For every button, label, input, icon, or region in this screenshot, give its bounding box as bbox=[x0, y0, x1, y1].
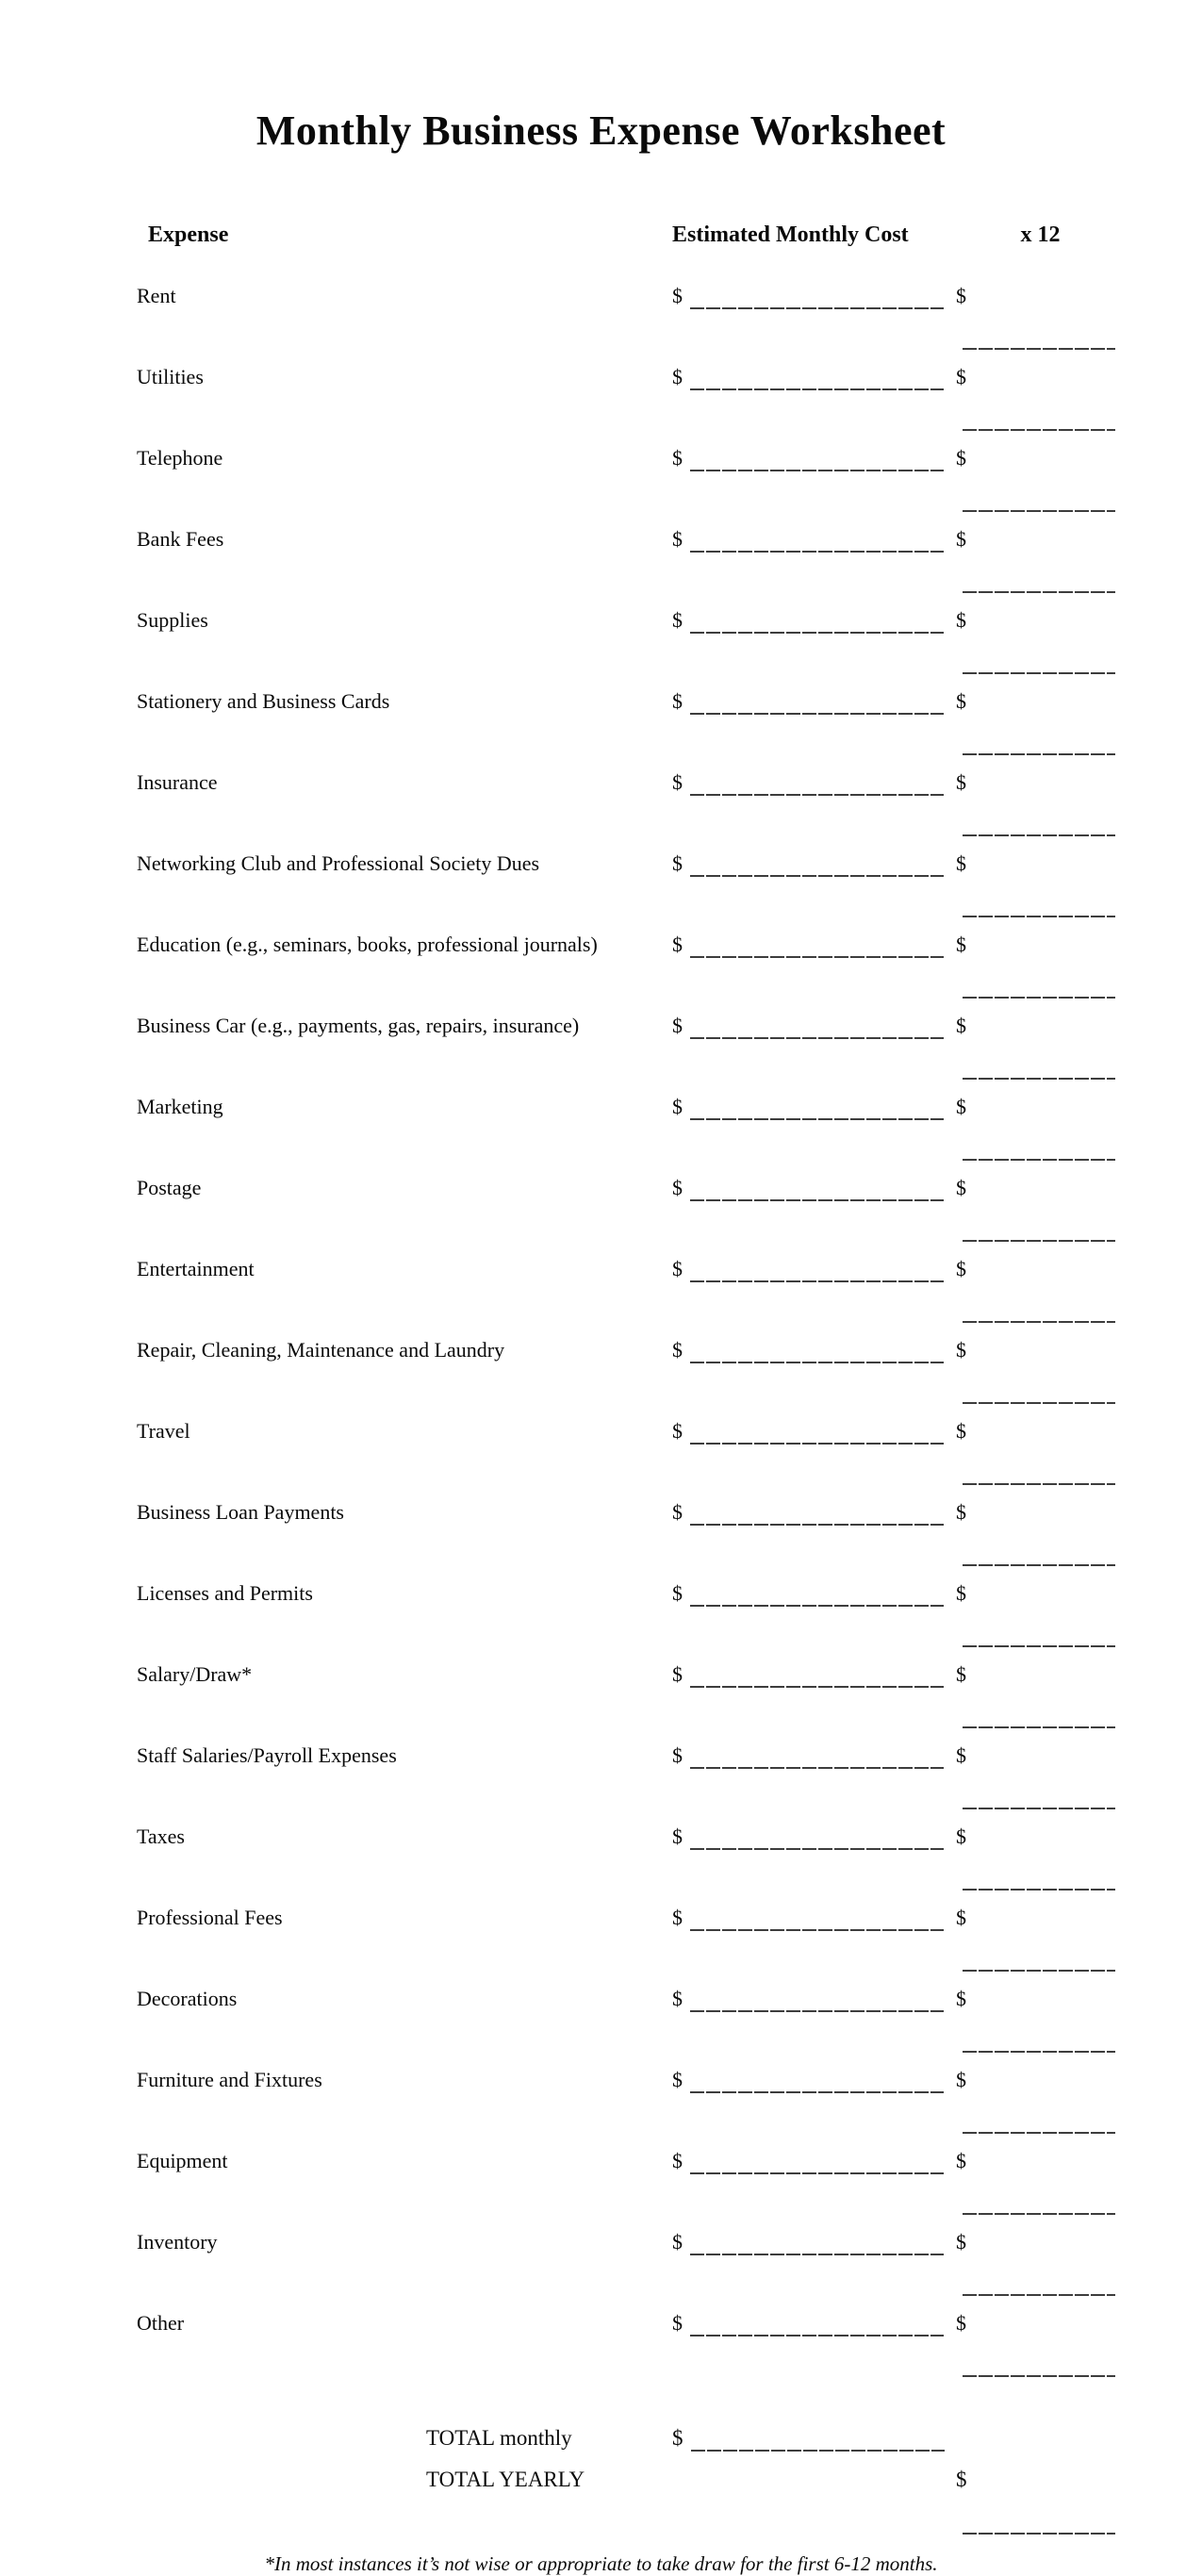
yearly-cost-field[interactable] bbox=[963, 2364, 1115, 2377]
monthly-cost-field[interactable] bbox=[690, 1593, 944, 1607]
yearly-cost-field[interactable] bbox=[963, 742, 1115, 755]
dollar-sign: $ bbox=[956, 1338, 966, 1362]
expense-rows bbox=[137, 275, 1125, 2384]
monthly-cost-cell bbox=[672, 2303, 956, 2384]
yearly-cost-cell bbox=[956, 1086, 1125, 1167]
monthly-cost-field[interactable] bbox=[690, 2242, 944, 2255]
monthly-cost-cell bbox=[672, 1248, 956, 1329]
expense-row bbox=[137, 275, 1125, 356]
expense-row bbox=[137, 356, 1125, 438]
monthly-cost-cell bbox=[672, 1005, 956, 1086]
yearly-cost-cell bbox=[956, 1654, 1125, 1735]
yearly-cost-field[interactable] bbox=[963, 1634, 1115, 1647]
dollar-sign: $ bbox=[956, 1257, 966, 1280]
expense-row bbox=[137, 1248, 1125, 1329]
monthly-cost-field[interactable] bbox=[690, 539, 944, 553]
dollar-sign: $ bbox=[956, 851, 966, 875]
monthly-cost-field[interactable] bbox=[690, 864, 944, 877]
dollar-sign: $ bbox=[956, 2230, 966, 2254]
expense-row bbox=[137, 600, 1125, 681]
expense-row bbox=[137, 2221, 1125, 2303]
yearly-cost-field[interactable] bbox=[963, 1066, 1115, 1080]
yearly-cost-field[interactable] bbox=[963, 1310, 1115, 1323]
monthly-cost-cell bbox=[672, 1167, 956, 1248]
total-yearly-label: TOTAL YEARLY bbox=[426, 2468, 585, 2491]
yearly-cost-cell bbox=[956, 600, 1125, 681]
monthly-cost-field[interactable] bbox=[690, 458, 944, 471]
expense-row bbox=[137, 2059, 1125, 2140]
expense-row bbox=[137, 1167, 1125, 1248]
monthly-cost-field[interactable] bbox=[690, 702, 944, 715]
expense-label: Travel bbox=[137, 1419, 190, 1443]
expense-label: Rent bbox=[137, 284, 176, 307]
expense-row bbox=[137, 519, 1125, 600]
expense-label: Equipment bbox=[137, 2149, 228, 2172]
yearly-cost-cell bbox=[956, 2140, 1125, 2221]
monthly-cost-cell bbox=[672, 1897, 956, 1978]
column-header-expense: Expense bbox=[148, 223, 229, 247]
yearly-cost-field[interactable] bbox=[963, 1148, 1115, 1161]
monthly-cost-field[interactable] bbox=[690, 1431, 944, 1445]
footnote: *In most instances it’s not wise or appropriate to take draw for the first 6-12 months. bbox=[264, 2552, 938, 2575]
yearly-cost-cell bbox=[956, 275, 1125, 356]
dollar-sign: $ bbox=[956, 1176, 966, 1199]
yearly-cost-field[interactable] bbox=[963, 1958, 1115, 1972]
total-yearly-monthly-spacer bbox=[672, 2459, 956, 2542]
dollar-sign: $ bbox=[672, 608, 683, 632]
dollar-sign: $ bbox=[956, 2068, 966, 2091]
monthly-cost-field[interactable] bbox=[690, 783, 944, 796]
dollar-sign: $ bbox=[956, 2468, 967, 2491]
expense-row bbox=[137, 681, 1125, 762]
expense-row bbox=[137, 438, 1125, 519]
monthly-cost-field[interactable] bbox=[690, 1107, 944, 1120]
yearly-cost-field[interactable] bbox=[963, 904, 1115, 917]
expense-row bbox=[137, 1492, 1125, 1573]
expense-label: Staff Salaries/Payroll Expenses bbox=[137, 1743, 397, 1767]
expense-row bbox=[137, 1816, 1125, 1897]
expense-label: Furniture and Fixtures bbox=[137, 2068, 322, 2091]
dollar-sign: $ bbox=[672, 1095, 683, 1118]
dollar-sign: $ bbox=[672, 2149, 683, 2172]
dollar-sign: $ bbox=[672, 2426, 683, 2450]
dollar-sign: $ bbox=[672, 284, 683, 307]
expense-label: Marketing bbox=[137, 1095, 223, 1118]
yearly-cost-field[interactable] bbox=[963, 1796, 1115, 1809]
yearly-cost-field[interactable] bbox=[963, 661, 1115, 674]
yearly-cost-cell bbox=[956, 1167, 1125, 1248]
dollar-sign: $ bbox=[672, 1338, 683, 1362]
yearly-cost-field[interactable] bbox=[963, 580, 1115, 593]
dollar-sign: $ bbox=[672, 2068, 683, 2091]
yearly-cost-field[interactable] bbox=[963, 2283, 1115, 2296]
yearly-cost-cell bbox=[956, 1248, 1125, 1329]
monthly-cost-field[interactable] bbox=[690, 2161, 944, 2174]
yearly-cost-cell bbox=[956, 1329, 1125, 1411]
column-header-monthly-cost: Estimated Monthly Cost bbox=[672, 223, 909, 247]
expense-label: Bank Fees bbox=[137, 527, 224, 551]
monthly-cost-field[interactable] bbox=[690, 1675, 944, 1688]
monthly-cost-field[interactable] bbox=[690, 1918, 944, 1931]
yearly-cost-cell bbox=[956, 1492, 1125, 1573]
expense-label: Networking Club and Professional Society Dues bbox=[137, 851, 540, 875]
monthly-cost-field[interactable] bbox=[690, 2080, 944, 2093]
yearly-cost-field[interactable] bbox=[963, 2039, 1115, 2053]
yearly-cost-field[interactable] bbox=[963, 2202, 1115, 2215]
monthly-cost-cell bbox=[672, 1735, 956, 1816]
expense-row bbox=[137, 1573, 1125, 1654]
monthly-cost-cell bbox=[672, 1654, 956, 1735]
dollar-sign: $ bbox=[672, 1500, 683, 1524]
dollar-sign: $ bbox=[956, 1014, 966, 1037]
dollar-sign: $ bbox=[956, 1743, 966, 1767]
dollar-sign: $ bbox=[672, 446, 683, 470]
yearly-cost-cell bbox=[956, 1897, 1125, 1978]
dollar-sign: $ bbox=[672, 1581, 683, 1605]
expense-label: Utilities bbox=[137, 365, 204, 388]
expense-row bbox=[137, 924, 1125, 1005]
yearly-cost-field[interactable] bbox=[963, 1472, 1115, 1485]
dollar-sign: $ bbox=[956, 1825, 966, 1848]
dollar-sign: $ bbox=[672, 689, 683, 713]
yearly-cost-field[interactable] bbox=[963, 499, 1115, 512]
expense-label: Telephone bbox=[137, 446, 223, 470]
expense-row bbox=[137, 1086, 1125, 1167]
monthly-cost-cell bbox=[672, 1411, 956, 1492]
dollar-sign: $ bbox=[956, 2311, 966, 2335]
expense-row bbox=[137, 762, 1125, 843]
total-monthly-cell bbox=[672, 2418, 956, 2459]
monthly-cost-cell bbox=[672, 924, 956, 1005]
monthly-cost-cell bbox=[672, 275, 956, 356]
dollar-sign: $ bbox=[672, 933, 683, 956]
dollar-sign: $ bbox=[672, 851, 683, 875]
dollar-sign: $ bbox=[672, 1906, 683, 1929]
yearly-cost-cell bbox=[956, 2303, 1125, 2384]
monthly-cost-cell bbox=[672, 356, 956, 438]
dollar-sign: $ bbox=[956, 446, 966, 470]
expense-label: Other bbox=[137, 2311, 185, 2335]
monthly-cost-cell bbox=[672, 1978, 956, 2059]
monthly-cost-cell bbox=[672, 2059, 956, 2140]
dollar-sign: $ bbox=[956, 689, 966, 713]
expense-label: Licenses and Permits bbox=[137, 1581, 313, 1605]
monthly-cost-cell bbox=[672, 1329, 956, 1411]
dollar-sign: $ bbox=[956, 1419, 966, 1443]
monthly-cost-cell bbox=[672, 2221, 956, 2303]
total-monthly-yearly-spacer bbox=[956, 2418, 1125, 2459]
page-title: Monthly Business Expense Worksheet bbox=[255, 107, 947, 154]
expense-label: Taxes bbox=[137, 1825, 185, 1848]
monthly-cost-field[interactable] bbox=[690, 1837, 944, 1850]
expense-label: Stationery and Business Cards bbox=[137, 689, 390, 713]
yearly-cost-field[interactable] bbox=[963, 1877, 1115, 1891]
dollar-sign: $ bbox=[672, 527, 683, 551]
yearly-cost-cell bbox=[956, 438, 1125, 519]
monthly-cost-field[interactable] bbox=[690, 2323, 944, 2337]
yearly-cost-cell bbox=[956, 519, 1125, 600]
dollar-sign: $ bbox=[956, 1095, 966, 1118]
expense-row bbox=[137, 1897, 1125, 1978]
monthly-cost-cell bbox=[672, 2140, 956, 2221]
monthly-cost-field[interactable] bbox=[690, 945, 944, 958]
monthly-cost-field[interactable] bbox=[690, 1756, 944, 1769]
dollar-sign: $ bbox=[672, 2230, 683, 2254]
monthly-cost-cell bbox=[672, 1492, 956, 1573]
total-monthly-label: TOTAL monthly bbox=[426, 2426, 572, 2450]
expense-label: Postage bbox=[137, 1176, 202, 1199]
yearly-cost-cell bbox=[956, 1005, 1125, 1086]
yearly-cost-cell bbox=[956, 1816, 1125, 1897]
column-header-x12: x 12 bbox=[1020, 223, 1061, 247]
monthly-cost-field[interactable] bbox=[690, 1026, 944, 1039]
dollar-sign: $ bbox=[956, 1987, 966, 2010]
monthly-cost-cell bbox=[672, 762, 956, 843]
dollar-sign: $ bbox=[672, 2311, 683, 2335]
dollar-sign: $ bbox=[672, 1743, 683, 1767]
expense-row bbox=[137, 1411, 1125, 1492]
dollar-sign: $ bbox=[956, 2149, 966, 2172]
yearly-cost-cell bbox=[956, 1411, 1125, 1492]
expense-row bbox=[137, 843, 1125, 924]
dollar-sign: $ bbox=[672, 1987, 683, 2010]
yearly-cost-cell bbox=[956, 1978, 1125, 2059]
monthly-cost-field[interactable] bbox=[690, 1188, 944, 1201]
expense-row bbox=[137, 2303, 1125, 2384]
expense-label: Decorations bbox=[137, 1987, 238, 2010]
yearly-cost-field[interactable] bbox=[963, 1391, 1115, 1404]
expense-label: Entertainment bbox=[137, 1257, 255, 1280]
expense-label: Repair, Cleaning, Maintenance and Laundry bbox=[137, 1338, 505, 1362]
yearly-cost-cell bbox=[956, 843, 1125, 924]
dollar-sign: $ bbox=[956, 1906, 966, 1929]
yearly-cost-cell bbox=[956, 681, 1125, 762]
dollar-sign: $ bbox=[956, 770, 966, 794]
expense-label: Business Loan Payments bbox=[137, 1500, 344, 1524]
yearly-cost-field[interactable] bbox=[963, 1715, 1115, 1728]
dollar-sign: $ bbox=[956, 1581, 966, 1605]
yearly-cost-cell bbox=[956, 2059, 1125, 2140]
expense-label: Professional Fees bbox=[137, 1906, 283, 1929]
yearly-cost-field[interactable] bbox=[963, 1229, 1115, 1242]
column-headers bbox=[137, 223, 1125, 247]
dollar-sign: $ bbox=[956, 608, 966, 632]
yearly-cost-field[interactable] bbox=[963, 337, 1115, 350]
expense-row bbox=[137, 1005, 1125, 1086]
yearly-cost-field[interactable] bbox=[963, 823, 1115, 836]
yearly-cost-cell bbox=[956, 762, 1125, 843]
yearly-cost-field[interactable] bbox=[963, 985, 1115, 999]
monthly-cost-cell bbox=[672, 1086, 956, 1167]
yearly-cost-field[interactable] bbox=[963, 2121, 1115, 2134]
yearly-cost-field[interactable] bbox=[963, 418, 1115, 431]
dollar-sign: $ bbox=[956, 284, 966, 307]
monthly-cost-cell bbox=[672, 600, 956, 681]
dollar-sign: $ bbox=[956, 1662, 966, 1686]
yearly-cost-cell bbox=[956, 1735, 1125, 1816]
yearly-cost-cell bbox=[956, 1573, 1125, 1654]
dollar-sign: $ bbox=[956, 933, 966, 956]
dollar-sign: $ bbox=[672, 365, 683, 388]
dollar-sign: $ bbox=[672, 1825, 683, 1848]
monthly-cost-field[interactable] bbox=[690, 296, 944, 309]
expense-label: Salary/Draw* bbox=[137, 1662, 253, 1686]
dollar-sign: $ bbox=[956, 527, 966, 551]
yearly-cost-cell bbox=[956, 2221, 1125, 2303]
expense-row bbox=[137, 2140, 1125, 2221]
monthly-cost-cell bbox=[672, 843, 956, 924]
monthly-cost-field[interactable] bbox=[690, 1512, 944, 1526]
dollar-sign: $ bbox=[672, 1176, 683, 1199]
expense-row bbox=[137, 1978, 1125, 2059]
monthly-cost-field[interactable] bbox=[690, 620, 944, 634]
yearly-cost-cell bbox=[956, 356, 1125, 438]
monthly-cost-cell bbox=[672, 1816, 956, 1897]
monthly-cost-cell bbox=[672, 1573, 956, 1654]
dollar-sign: $ bbox=[956, 1500, 966, 1524]
monthly-cost-field[interactable] bbox=[690, 1999, 944, 2012]
monthly-cost-field[interactable] bbox=[690, 377, 944, 390]
totals-section bbox=[137, 2418, 1125, 2542]
expense-label: Inventory bbox=[137, 2230, 218, 2254]
total-yearly-cell bbox=[956, 2459, 1125, 2542]
expense-row bbox=[137, 1329, 1125, 1411]
total-monthly-field[interactable] bbox=[691, 2438, 945, 2452]
expense-label: Education (e.g., seminars, books, professional journals) bbox=[137, 933, 598, 956]
yearly-cost-cell bbox=[956, 924, 1125, 1005]
expense-row bbox=[137, 1735, 1125, 1816]
dollar-sign: $ bbox=[672, 1014, 683, 1037]
expense-label: Supplies bbox=[137, 608, 208, 632]
total-yearly-field[interactable] bbox=[963, 2521, 1115, 2535]
monthly-cost-cell bbox=[672, 681, 956, 762]
expense-row bbox=[137, 1654, 1125, 1735]
monthly-cost-cell bbox=[672, 438, 956, 519]
worksheet-content bbox=[137, 223, 1125, 2542]
expense-label: Insurance bbox=[137, 770, 218, 794]
total-monthly-row bbox=[137, 2418, 1125, 2459]
monthly-cost-field[interactable] bbox=[690, 1350, 944, 1363]
dollar-sign: $ bbox=[672, 1257, 683, 1280]
yearly-cost-field[interactable] bbox=[963, 1553, 1115, 1566]
dollar-sign: $ bbox=[672, 1419, 683, 1443]
dollar-sign: $ bbox=[672, 770, 683, 794]
monthly-cost-field[interactable] bbox=[690, 1269, 944, 1282]
expense-label: Business Car (e.g., payments, gas, repairs, insurance) bbox=[137, 1014, 580, 1037]
total-yearly-row bbox=[137, 2459, 1125, 2542]
monthly-cost-cell bbox=[672, 519, 956, 600]
dollar-sign: $ bbox=[672, 1662, 683, 1686]
dollar-sign: $ bbox=[956, 365, 966, 388]
